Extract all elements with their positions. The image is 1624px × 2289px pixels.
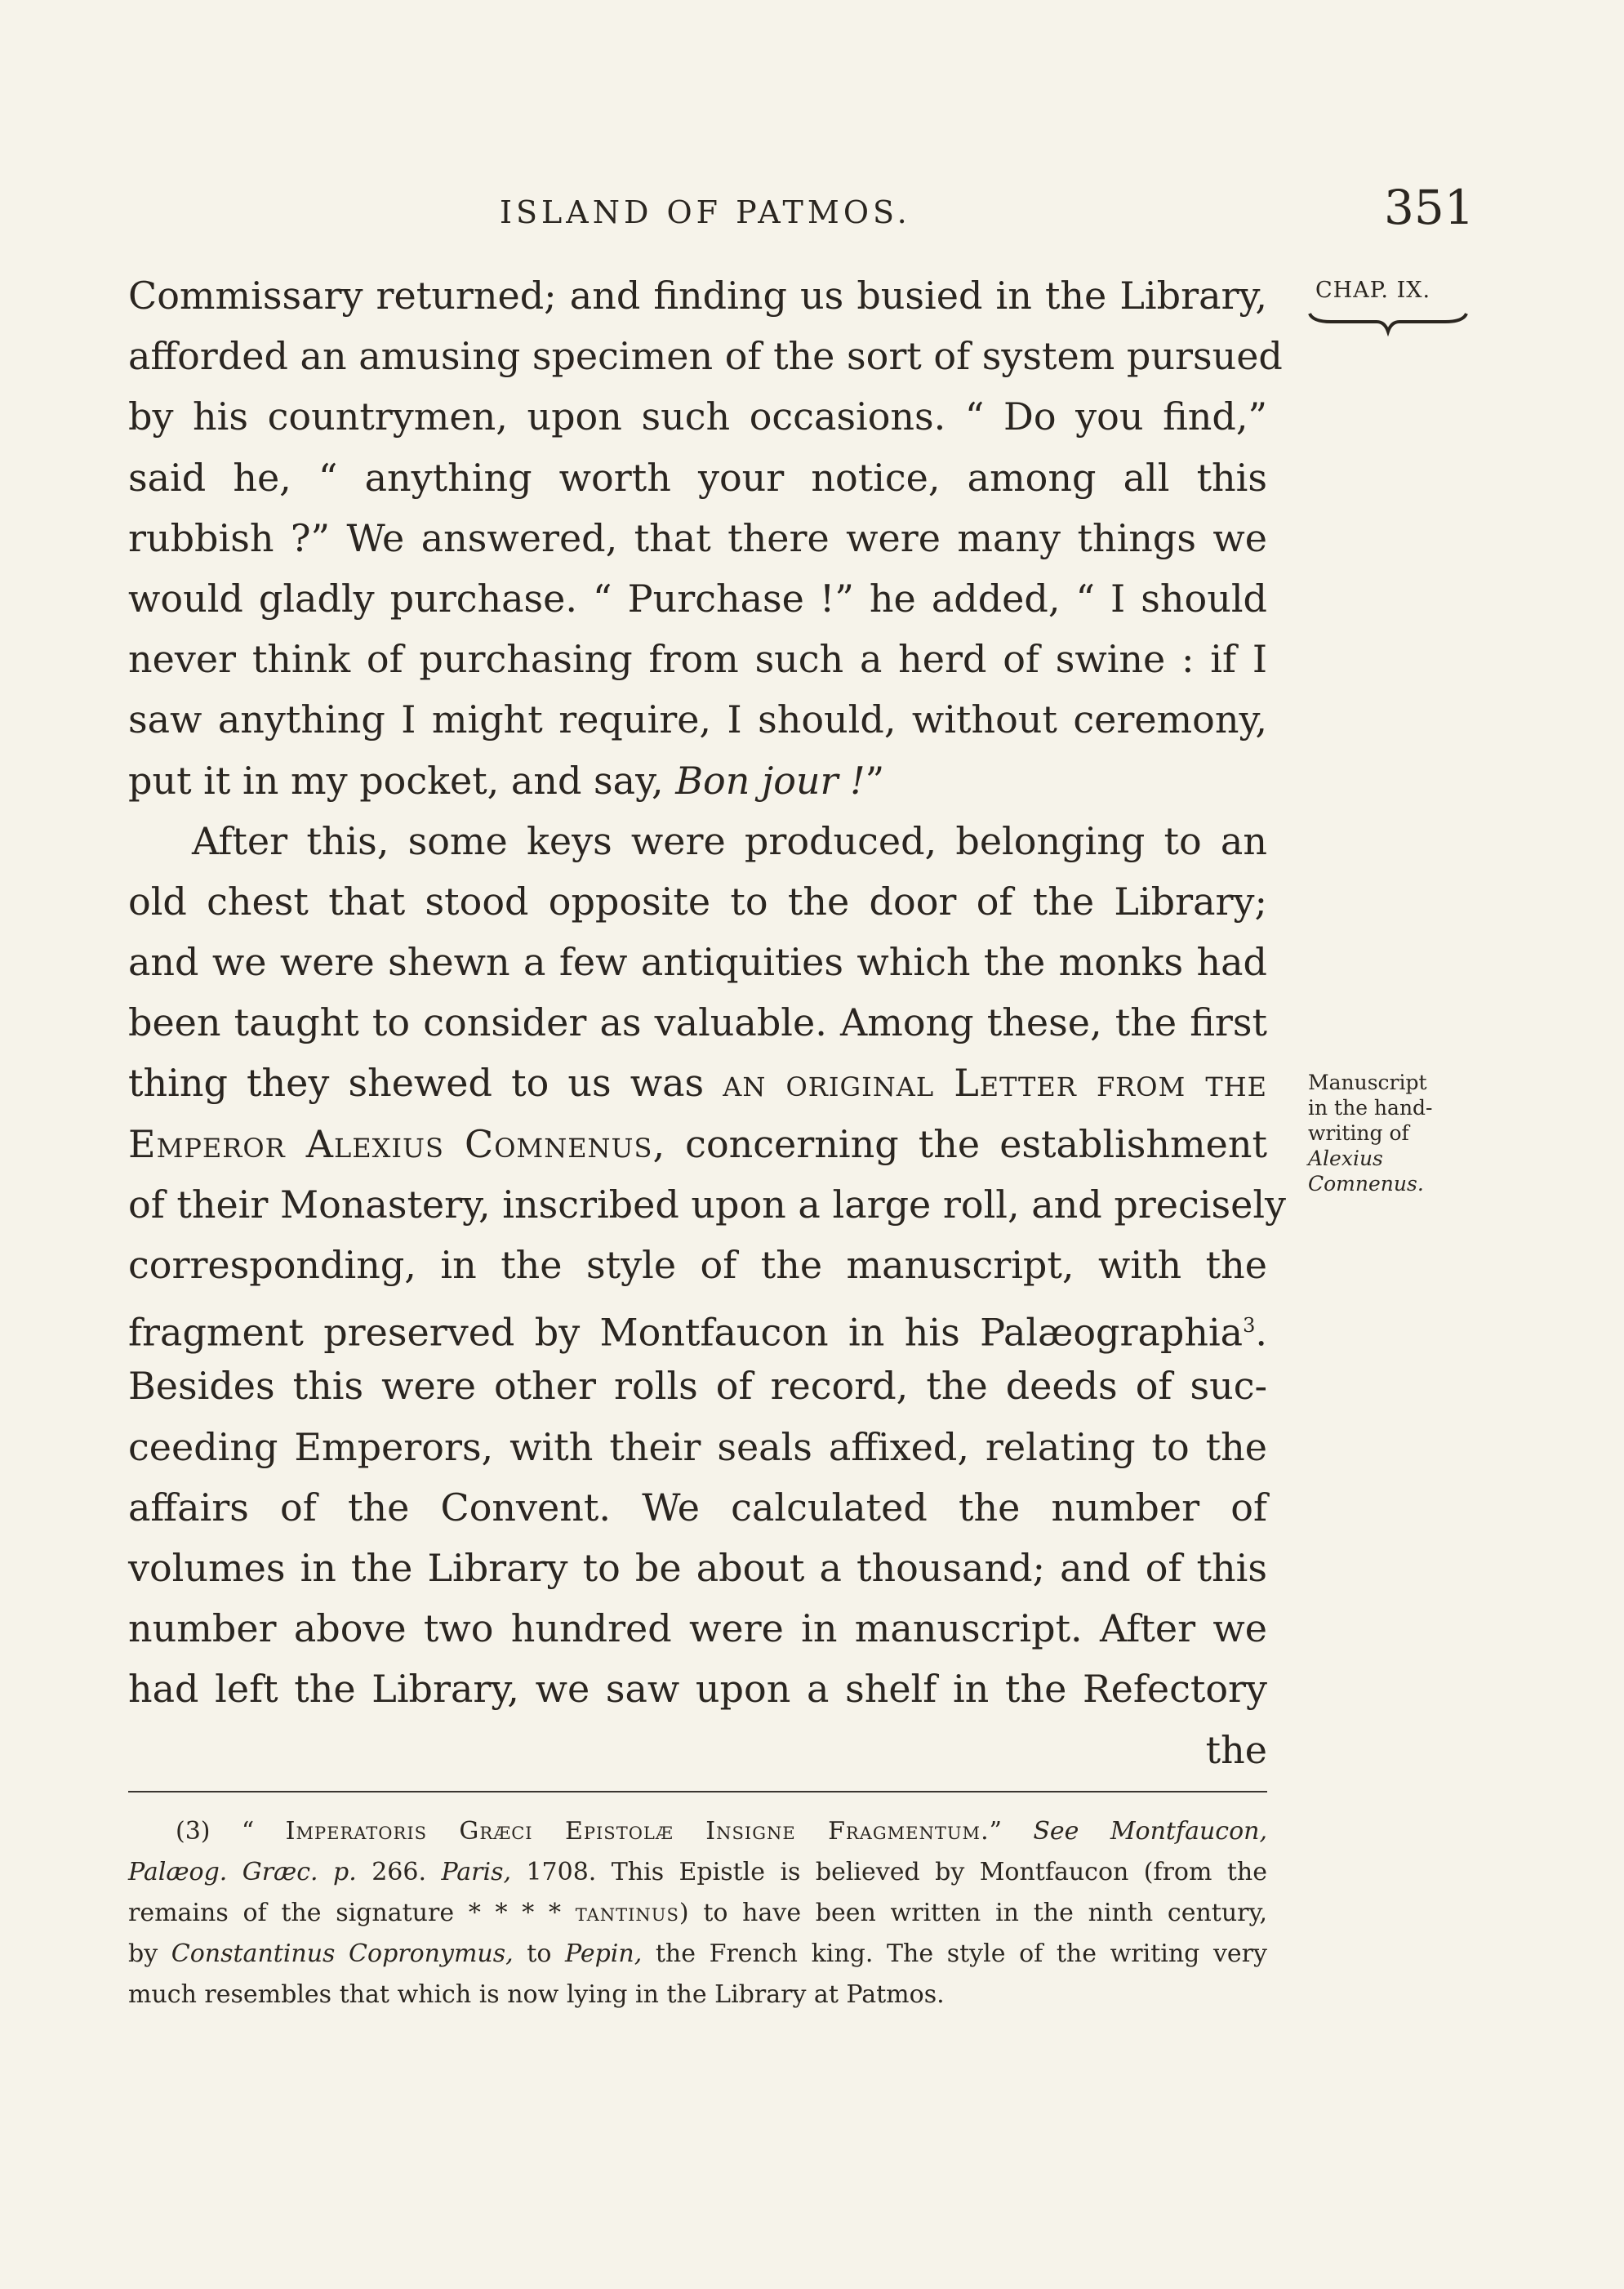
body-line: ceeding Emperors, with their seals affixed, relating to the [128,1424,1267,1469]
body-text-run: thing they shewed to us was [128,1061,723,1106]
footnote-line [128,1852,1267,1893]
body-line: said he, “ anything worth your notice, among all this [128,455,1267,500]
margin-note-line-4: Alexius [1308,1147,1383,1170]
body-smallcaps-run: an original Letter from the [723,1061,1267,1106]
chapter-brace-ornament [1306,309,1470,336]
body-line: and we were shewn a few antiquities which the monks had [128,940,1267,985]
margin-note-line-5: Comnenus. [1308,1172,1424,1196]
body-text-run: concerning the establishment [665,1121,1267,1166]
body-line: saw anything I might require, I should, without ceremony, [128,697,1267,742]
body-line: never think of purchasing from such a herd of swine : if I [128,637,1267,682]
running-title: ISLAND OF PATMOS. [500,194,911,230]
body-line: corresponding, in the style of the manuscript, with the [128,1243,1267,1287]
footnote [128,1811,1267,2015]
body-line: number above two hundred were in manuscript. After we [128,1606,1267,1651]
footnote-line [128,1934,1267,1975]
body-line [128,1295,1267,1356]
page-number: 351 [1384,180,1475,235]
body-text [128,265,1287,1780]
footnote-italic: Constantinus Copronymus, [171,1939,514,1968]
body-italic-run: Bon jour ! [675,758,865,803]
margin-note [1308,1070,1433,1196]
body-line: volumes in the Library to be about a thousand; and of this [128,1545,1267,1590]
body-text-run: put it in my pocket, and say, [128,758,676,803]
body-line: been taught to consider as valuable. Among these, the first [128,1000,1267,1045]
footnote-text: 266. [356,1858,442,1886]
body-line: afforded an amusing specimen of the sort of system pursued [128,334,1283,379]
body-smallcaps-run: Emperor Alexius Comnenus, [128,1121,666,1166]
margin-note-line-2: in the hand- [1308,1096,1433,1120]
margin-note-line-1: Manuscript [1308,1071,1427,1094]
footnote-ref[interactable]: 3 [1243,1314,1256,1338]
footnote-text: ” [989,1817,1034,1846]
body-line: Besides this were other rolls of record, the deeds of suc- [128,1364,1267,1409]
margin-note-line-3: writing of [1308,1121,1409,1145]
body-line [128,1053,1267,1113]
footnote-italic: Pepin, [565,1939,643,1968]
body-text-run: fragment preserved by Montfaucon in his Palæographia [128,1310,1244,1355]
footnote-smallcaps: tantinus [575,1899,679,1927]
body-text-run: . [1255,1310,1267,1355]
body-line: by his countrymen, upon such occasions. “ Do you find,” [128,394,1267,439]
body-line: After this, some keys were produced, belonging to an [192,818,1267,863]
footnote-text: remains of the signature [128,1899,469,1927]
footnote-text: to [513,1939,565,1968]
body-line [128,750,1267,811]
body-line: of their Monastery, inscribed upon a large roll, and precisely [128,1182,1287,1227]
catchword: the [1205,1727,1267,1772]
footnote-italic: See Montfaucon, [1033,1817,1268,1846]
body-line: Commissary returned; and finding us busied in the Library, [128,274,1267,318]
body-text-run: ” [865,758,885,803]
body-line: had left the Library, we saw upon a shelf in the Refectory [128,1667,1267,1712]
footnote-text: the French king. The style of the writing very [642,1939,1267,1968]
footnote-smallcaps: Imperatoris Græci Epistolæ Insigne Fragmentum. [285,1817,990,1846]
footnote-text: ) to have been written in the ninth century, [679,1899,1267,1927]
footnote-line [128,1811,1267,1852]
footnote-text: by [128,1939,171,1968]
body-line: old chest that stood opposite to the door of the Library; [128,879,1267,924]
footnote-line: much resembles that which is now lying in the Library at Patmos. [128,1980,945,2009]
body-line [128,1114,1267,1174]
chapter-marker: CHAP. IX. [1315,278,1431,303]
body-line: rubbish ?” We answered, that there were many things we [128,515,1267,560]
footnote-line [128,1893,1267,1934]
footnote-number: (3) “ [176,1817,286,1846]
body-line: affairs of the Convent. We calculated the number of [128,1485,1267,1530]
footnote-text: 1708. This Epistle is believed by Montfaucon (from the [511,1858,1267,1886]
body-line: would gladly purchase. “ Purchase !” he added, “ I should [128,576,1267,621]
footnote-italic: Paris, [441,1858,512,1886]
footnote-italic: Palæog. Græc. p. [128,1858,357,1886]
footnote-divider [128,1791,1267,1792]
footnote-stars: * * * * [468,1899,576,1927]
